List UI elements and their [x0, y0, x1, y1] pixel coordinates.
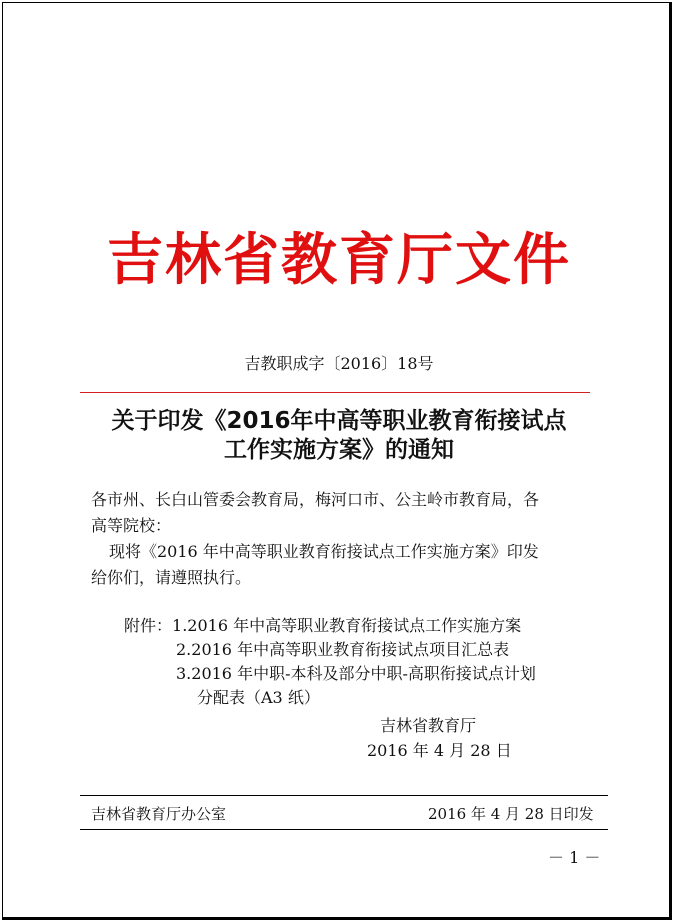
signature-organization: 吉林省教育厅	[380, 716, 477, 735]
notice-title-line-1: 关于印发《2016年中高等职业教育衔接试点	[111, 408, 567, 434]
signature-date: 2016 年 4 月 28 日	[367, 741, 512, 760]
attachments-label: 附件：	[124, 616, 173, 635]
notice-body	[91, 539, 603, 591]
notice-title-line-2: 工作实施方案》的通知	[224, 437, 454, 463]
attachment-item-1	[124, 614, 536, 638]
notice-title	[0, 407, 678, 465]
notice-body-line-2: 给你们，请遵照执行。	[91, 568, 252, 587]
footer-top-rule	[80, 795, 608, 796]
red-separator-line	[80, 392, 590, 393]
footer-print-date: 2016 年 4 月 28 日印发	[428, 805, 594, 823]
document-number: 吉教职成字〔2016〕18号	[244, 354, 434, 373]
page-number: － 1 －	[548, 848, 601, 867]
attachment-item-3-continued: 分配表（A3 纸）	[197, 688, 320, 707]
addressee-line-1: 各市州、长白山管委会教育局，梅河口市、公主岭市教育局，各	[91, 490, 540, 509]
attachment-item-2: 2.2016 年中高等职业教育衔接试点项目汇总表	[176, 640, 510, 659]
attachment-item-1-text: 1.2016 年中高等职业教育衔接试点工作实施方案	[172, 616, 522, 635]
footer-bottom-rule	[80, 829, 608, 830]
addressee-line-2: 高等院校：	[91, 516, 172, 535]
notice-body-line-1: 现将《2016 年中高等职业教育衔接试点工作实施方案》印发	[109, 542, 539, 561]
footer-issuing-office: 吉林省教育厅办公室	[91, 805, 227, 823]
document-header-title: 吉林省教育厅文件	[107, 228, 571, 293]
attachments-list	[124, 614, 536, 710]
addressee-block	[91, 487, 603, 539]
attachment-item-3: 3.2016 年中职-本科及部分中职-高职衔接试点计划	[176, 664, 536, 683]
